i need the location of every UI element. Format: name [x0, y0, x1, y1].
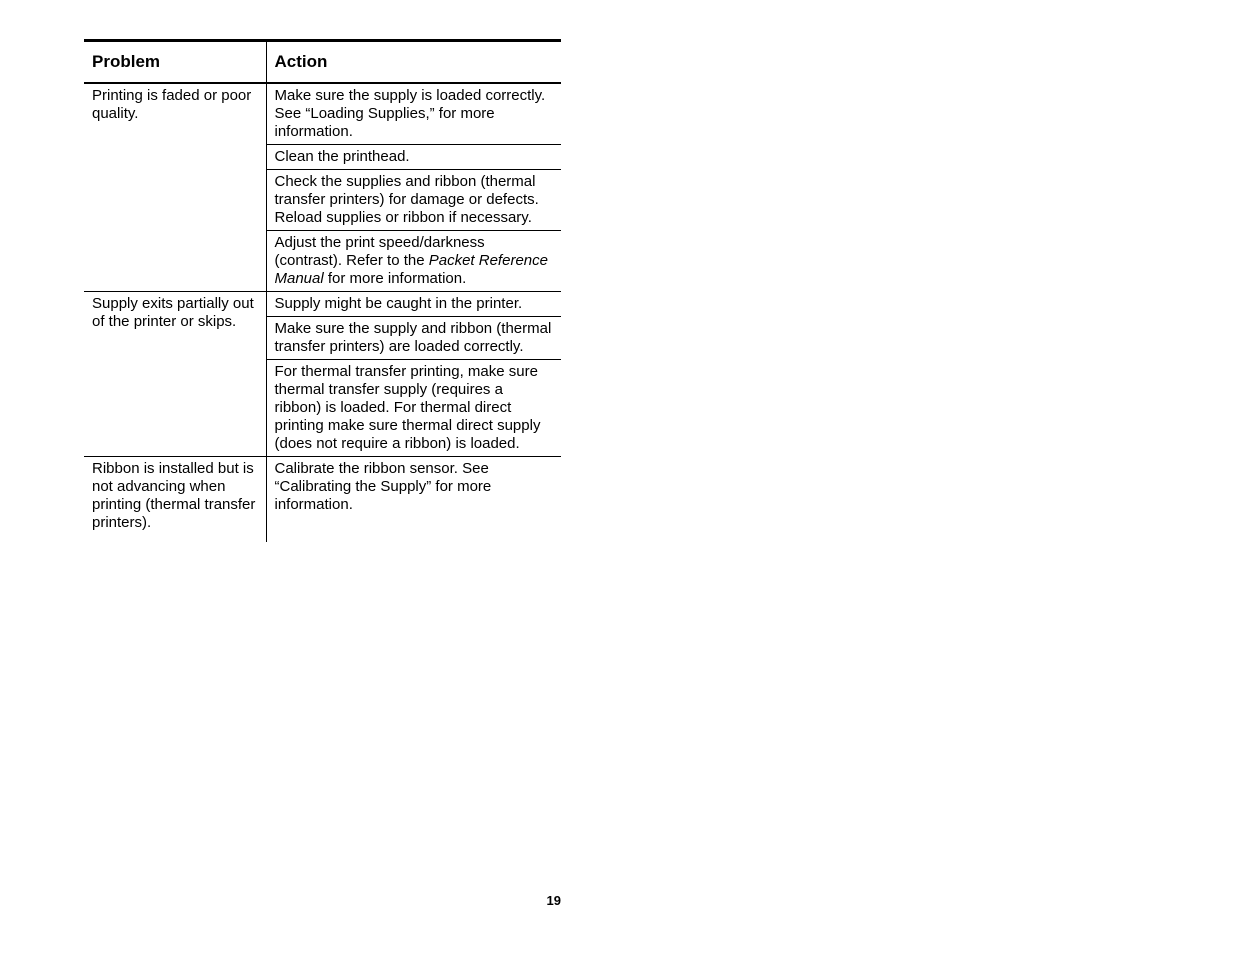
table-row: [84, 83, 561, 145]
problem-cell-supply-exits: Supply exits partially out of the printer or skips.: [84, 292, 266, 457]
action-text: for more information.: [323, 270, 467, 287]
troubleshooting-table: [84, 39, 561, 542]
action-cell: Calibrate the ribbon sensor. See “Calibrating the Supply” for more information.: [266, 457, 561, 543]
problem-column-header: Problem: [84, 41, 266, 84]
action-cell: Clean the printhead.: [266, 145, 561, 170]
action-cell: Make sure the supply and ribbon (thermal transfer printers) are loaded correctly.: [266, 317, 561, 360]
table-row: [84, 457, 561, 543]
action-column-header: Action: [266, 41, 561, 84]
table-body: [84, 83, 561, 542]
action-text: Adjust the print speed/darkness (contrast). Refer to the: [274, 234, 485, 269]
table-header: [84, 41, 561, 84]
action-cell: For thermal transfer printing, make sure thermal transfer supply (requires a ribbon) is loaded. For thermal direct printing make sure thermal direct supply (does not require a ribbon) is loaded.: [266, 360, 561, 457]
action-cell: Check the supplies and ribbon (thermal transfer printers) for damage or defects. Reload supplies or ribbon if necessary.: [266, 170, 561, 231]
action-cell: Supply might be caught in the printer.: [266, 292, 561, 317]
manual-title: Packet Reference Manual: [274, 252, 548, 287]
problem-cell-ribbon-not-advancing: Ribbon is installed but is not advancing when printing (thermal transfer printers).: [84, 457, 266, 543]
problem-cell-faded-printing: Printing is faded or poor quality.: [84, 83, 266, 292]
action-cell-adjust-speed: [266, 231, 561, 292]
page-number: 19: [546, 893, 561, 908]
action-cell: Make sure the supply is loaded correctly. See “Loading Supplies,” for more information.: [266, 83, 561, 145]
header-row: [84, 41, 561, 84]
table-row: [84, 292, 561, 317]
